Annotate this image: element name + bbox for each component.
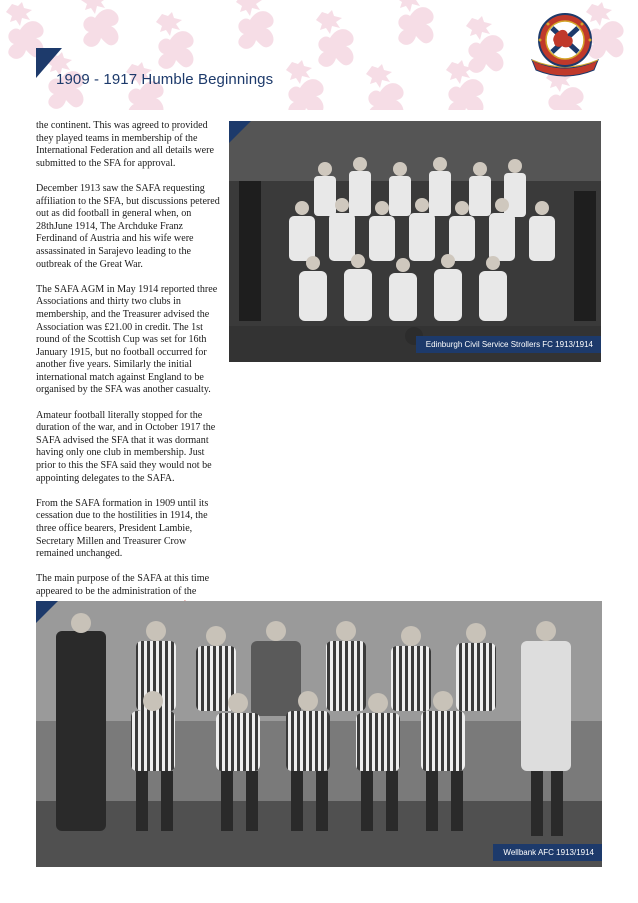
photo-corner-triangle (229, 121, 251, 143)
photo-caption: Wellbank AFC 1913/1914 (493, 844, 602, 861)
association-badge-icon (524, 10, 606, 80)
photo-corner-triangle (36, 601, 58, 623)
paragraph: the continent. This was agreed to provided they played teams in membership of the International Federation and all details were submitted to the SFA for approval. (36, 120, 214, 169)
page-title: 1909 - 1917 Humble Beginnings (56, 71, 274, 88)
paragraph-text: The main purpose of the SAFA at this time appeared to be the administration of the (36, 573, 210, 597)
photo-caption: Edinburgh Civil Service Strollers FC 1913/1914 (416, 336, 601, 353)
paragraph: From the SAFA formation in 1909 until its cessation due to the hostilities in 1914, the three office bearers, President Lambie, Secretary Millen and Treasurer Crow remained unchanged. (36, 497, 209, 560)
paragraph: December 1913 saw the SAFA requesting affiliation to the SFA, but discussions petered out as did football in general when, on 28thJune 1914, The Archduke Franz Ferdinand of Austria and his wife were assassinated in Sarajevo leading to the outbreak of the Great War. (36, 182, 220, 270)
paragraph: The SAFA AGM in May 1914 reported three Associations and thirty two clubs in membership, and the Treasurer advised the Association was £21.00 in credit. The 1st round of the Scottish Cup was set for 16th January 1915, but no football occurred for another five years. Similarly the initial international match against England to be organised by the SFA was another casualty. (36, 283, 218, 396)
paragraph: Amateur football literally stopped for the duration of the war, and in October 1917 the SAFA advised the SFA that it was dormant having only one club in membership. Just prior to this the SFA said they would not be appointing delegates to the SAFA. (36, 409, 216, 484)
article-body (36, 120, 222, 615)
team-photo-edinburgh-civil-service-strollers (229, 121, 601, 362)
team-photo-wellbank-afc (36, 601, 602, 867)
